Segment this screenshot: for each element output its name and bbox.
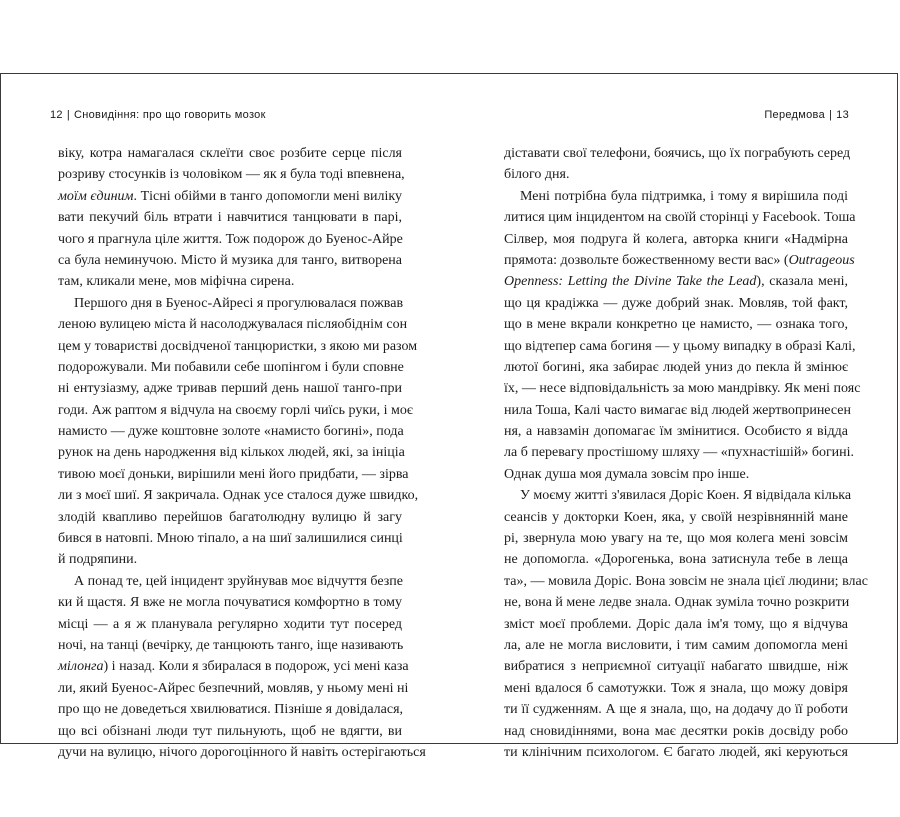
text-line: ти клінічним психологом. Є багато людей, які керуються (504, 744, 848, 760)
text-line: ні ентузіазму, адже тривав перший день нашої танго-при (58, 381, 402, 397)
text-line: са була неминучою. Місто й музика для танго, витворена (58, 252, 402, 268)
text-line: Однак душа моя думала зовсім про інше. (504, 466, 750, 482)
text-line: ночі, на танці (вечірку, де танцюють танго, іще називають (58, 637, 404, 653)
right-page-number: 13 (836, 109, 849, 121)
text-line: цем у товаристві досвідченої танцюристки, з якою ми разом (58, 338, 418, 354)
text-line: що всі обізнані люди тут пильнують, щоб не вдягти, ви (58, 723, 402, 739)
text-line (58, 656, 409, 677)
text-segment: ) і назад. Коли я збиралася в подорож, усі мені каза (103, 659, 409, 675)
text-line: вибратися з неприємної ситуації набагато швидше, ніж (504, 659, 848, 675)
text-line: подорожували. Ми побавили себе шопінгом і були сповне (58, 359, 404, 375)
right-page-header (764, 109, 849, 121)
text-line: що відтепер сама богиня — у цьому випадку в образі Калі, (504, 338, 856, 354)
text-line: бився в натовпі. Мною тіпало, а на шиї залишилися синці (58, 531, 403, 547)
text-line: Мені потрібна була підтримка, і тому я вирішила поді (520, 188, 848, 204)
left-page-number: 12 (50, 109, 63, 121)
text-line (504, 271, 848, 292)
text-line: ли з моєї шиї. Я закричала. Однак усе сталося дуже швидко, (58, 488, 419, 504)
text-line: не, вона й мене ледве знала. Однак зуміла точно розкрити (504, 595, 850, 611)
text-line: литися цим інцидентом на своїй сторінці у Facebook. Тоша (504, 210, 856, 226)
text-segment: моїм єдиним (58, 188, 134, 204)
text-line: там, кликали мене, мов міфічна сирена. (58, 274, 295, 290)
text-line: злодій квапливо перейшов багатолюдну вулицю й загу (58, 509, 402, 525)
text-line: білого дня. (504, 167, 570, 183)
text-segment: Outrageous (788, 252, 855, 268)
text-line: Першого дня в Буенос-Айресі я прогулювалася пожвав (74, 295, 404, 311)
text-line: місці — а я ж планувала регулярно ходити тут посеред (58, 616, 402, 632)
text-line: віку, котра намагалася склеїти своє розбите серце після (58, 146, 402, 161)
text-line: не допомогла. «Дорогенька, вона затиснула тебе в леща (504, 552, 848, 568)
text-line: розриву стосунків із чоловіком — як я була тоді впевнена, (58, 167, 405, 183)
text-line: годи. Аж раптом я відчула на своєму горлі чиїсь руки, і моє (58, 402, 413, 418)
text-segment: . Тісні обійми в танго допомогли мені виліку (133, 188, 402, 204)
text-line (58, 186, 402, 207)
header-separator: | (828, 109, 833, 121)
text-line: ла б перевагу простішому шляху — «пухнастішій» богині. (504, 445, 855, 461)
text-line: ти її судженням. А ще я знала, що, на додачу до її роботи (504, 702, 848, 718)
text-line: мені вдалося б самотужки. Тож я знала, що можу довіря (504, 680, 848, 696)
left-page-header (50, 109, 266, 121)
text-line (504, 250, 855, 271)
text-line: що в мене вкрали конкретно це намисто, — ознака того, (504, 317, 848, 333)
text-segment: ), сказала мені, (756, 274, 849, 290)
text-line: дучи на вулицю, нічого дорогоцінного й навіть остерігаються (58, 744, 426, 760)
text-line: вати пекучий біль втрати і навчитися танцювати в парі, (58, 210, 402, 226)
text-line: рунок на день народження від кількох людей, які, за ініціа (58, 445, 405, 461)
text-line: А понад те, цей інцидент зруйнував моє відчуття безпе (74, 573, 403, 589)
right-running-title: Передмова (764, 109, 825, 121)
text-line: ня, а навзамін допомагає їм змінитися. Особисто я відда (504, 424, 848, 440)
right-page-text (504, 143, 868, 763)
left-page-text (58, 143, 426, 763)
text-line: нила Тоша, Калі часто вимагає від людей жертвопринесен (504, 402, 851, 418)
text-line: що ця крадіжка — дуже добрий знак. Мовляв, той факт, (504, 295, 848, 311)
text-line: чого я прагнула ціле життя. Тож подорож до Буенос-Айре (58, 231, 403, 247)
text-segment: Openness: Letting the Divine Take the Lead (504, 274, 757, 290)
text-segment: прямота: дозвольте божественному вести вас» ( (504, 252, 789, 268)
text-line: тивою моєї доньки, вирішили мені його придбати, — зірва (58, 466, 409, 482)
header-separator: | (66, 109, 71, 121)
text-line: про що не доведеться хвилюватися. Пізніше я довідалася, (58, 702, 404, 718)
text-line: намисто — дуже коштовне золоте «намисто богині», пода (58, 424, 404, 440)
text-segment: мілонга (58, 659, 104, 675)
book-spread (0, 73, 898, 760)
text-line: ла, але не могла висловити, і тим самим допомогла мені (504, 637, 848, 653)
text-line: рі, звернула мою увагу на те, що моя колега мені зовсім (504, 531, 848, 547)
text-line: й подряпини. (58, 552, 138, 568)
text-line: над сновидіннями, вона має десятки років досвіду робо (504, 723, 848, 739)
text-line: та», — мовила Доріс. Вона зовсім не знала цієї людини; влас (504, 573, 868, 589)
text-line: леною вулицею міста й насолоджувалася післяобіднім сон (58, 317, 408, 333)
text-line: У моєму житті з'явилася Доріс Коен. Я відвідала кілька (520, 488, 852, 504)
text-line: ки й щастя. Я вже не могла почуватися комфортно в тому (58, 595, 402, 611)
text-line: Сілвер, моя подруга й колега, авторка книги «Надмірна (504, 231, 848, 247)
text-line: діставати свої телефони, боячись, що їх пограбують серед (504, 146, 851, 161)
text-line: ли, який Буенос-Айрес безпечний, мовляв, у ньому мені ні (58, 680, 409, 696)
text-line: їх, — несе відповідальність за мою мандрівку. Як мені пояс (504, 381, 861, 397)
text-line: сеансів у докторки Коен, яка, у своїй незрівнянній мане (504, 509, 848, 525)
text-line: зміст моєї проблеми. Доріс дала ім'я тому, що я відчува (504, 616, 848, 632)
left-running-title: Сновидіння: про що говорить мозок (74, 109, 266, 121)
text-line: лютої богині, яка забирає людей униз до пекла й змінює (504, 359, 848, 375)
